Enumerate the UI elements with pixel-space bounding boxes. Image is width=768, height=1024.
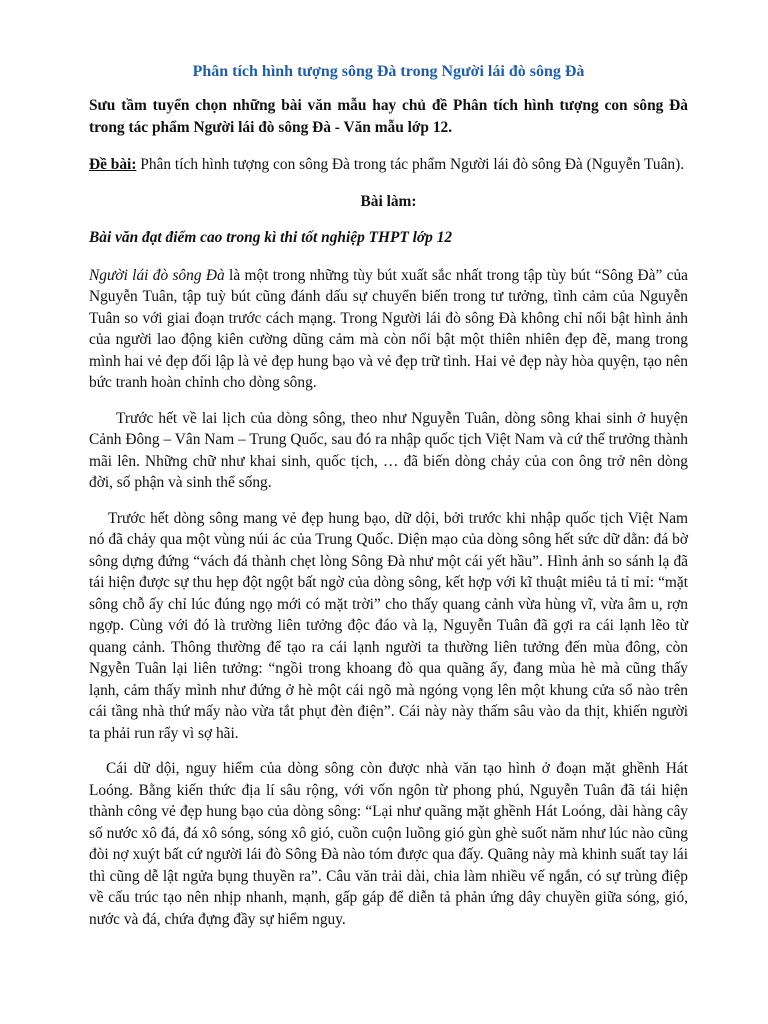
page-title: Phân tích hình tượng sông Đà trong Người lái đò sông Đà	[192, 63, 585, 80]
essay-paragraph-2: Trước hết về lai lịch của dòng sông, theo như Nguyễn Tuân, dòng sông khai sinh ở huyện Cảnh Đông – Vân Nam – Trung Quốc, sau đó ra nhập quốc tịch Việt Nam và cứ thế trưởng thành mãi lên. Những chữ như khai sinh, quốc tịch, … đã biến dòng chảy của con ông trở nên dòng đời, số phận và sinh thể sống.	[89, 409, 688, 491]
de-bai-label: Đề bài:	[89, 156, 137, 173]
essay-paragraph-3: Trước hết dòng sông mang vẻ đẹp hung bạo, dữ dội, bởi trước khi nhập quốc tịch Việt Nam nó đã chảy qua một vùng núi ác của Trung Quốc. Diện mạo của dòng sông hết sức dữ dằn: đá bờ sông dựng đứng “vách đá thành chẹt lòng Sông Đà như một cái yết hầu”. Hình ảnh so sánh lạ đã tái hiện được sự thu hẹp đột ngột bất ngờ của dòng sông, kết hợp với kĩ thuật miêu tả tỉ mỉ: “mặt sông chỗ ấy chỉ lúc đúng ngọ mới có mặt trời” cho thấy quang cảnh vừa hùng vĩ, vừa âm u, rợn ngợp. Cùng với đó là trường liên tưởng độc đáo và lạ, Nguyễn Tuân đã gợi ra cái lạnh lẽo từ quang cảnh. Thông thường để tạo ra cái lạnh người ta thường liên tưởng đến mùa đông, còn Ngyễn Tuân lại liên tưởng: “ngồi trong khoang đò qua quãng ấy, đang mùa hè mà cũng thấy lạnh, cảm thấy mình như đứng ở hè một cái ngõ mà ngóng vọng lên một khung cửa sổ nào trên cái tầng nhà thứ mấy nào vừa tắt phụt đèn điện”. Cái này này thấm sâu vào da thịt, khiến người ta phải run rẩy vì sợ hãi.	[89, 509, 688, 742]
de-bai-paragraph	[89, 154, 688, 176]
intro-paragraph: Sưu tầm tuyển chọn những bài văn mẫu hay chủ đề Phân tích hình tượng con sông Đà trong tác phẩm Người lái đò sông Đà - Văn mẫu lớp 12.	[89, 97, 688, 136]
de-bai-text: Phân tích hình tượng con sông Đà trong tác phẩm Người lái đò sông Đà (Nguyễn Tuân).	[136, 156, 685, 173]
bai-lam-heading: Bài làm:	[360, 192, 417, 210]
essay-paragraph-1	[89, 265, 688, 394]
essay-paragraph-4: Cái dữ dội, nguy hiểm của dòng sông còn được nhà văn tạo hình ở đoạn mặt ghềnh Hát Loóng. Bằng kiến thức địa lí sâu rộng, với vốn ngôn từ phong phú, Nguyễn Tuân đã tái hiện thành công vẻ đẹp hung bạo của dòng sông: “Lại như quãng mặt ghềnh Hát Loóng, dài hàng cây số nước xô đá, đá xô sóng, sóng xô gió, cuồn cuộn luồng gió gùn ghè suốt năm như lúc nào cũng đòi nợ xuýt bất cứ người lái đò Sông Đà nào tóm được qua đấy. Quãng này mà khinh suất tay lái thì cũng dễ lật ngửa bụng thuyền ra”. Câu văn trải dài, chia làm nhiều vế ngắn, có sự trùng điệp về cấu trúc tạo nên nhịp nhanh, mạnh, gấp gáp để diễn tả phản ứng dây chuyền giữa sóng, gió, nước và đá, chứa đựng đầy sự hiểm nguy.	[89, 760, 688, 928]
paragraph-1-text: là một trong những tùy bút xuất sắc nhất trong tập tùy bút “Sông Đà” của Nguyễn Tuân, tập tuỳ bút cũng đánh dấu sự chuyển biến trong tư tưởng, tình cảm của Nguyễn Tuân so với giai đoạn trước cách mạng. Trong Người lái đò sông Đà không chỉ nổi bật hình ảnh của người lao động kiên cường dũng cảm mà còn nổi bật một thiên nhiên đẹp đẽ, mang trong mình hai vẻ đẹp đối lập là vẻ đẹp hung bạo và vẻ đẹp trữ tình. Hai vẻ đẹp này hòa quyện, tạo nên bức tranh hoàn chỉnh cho dòng sông.	[89, 266, 688, 391]
essay-subheading: Bài văn đạt điểm cao trong kì thi tốt nghiệp THPT lớp 12	[89, 229, 453, 246]
work-title-italic: Người lái đò sông Đà	[89, 266, 225, 284]
